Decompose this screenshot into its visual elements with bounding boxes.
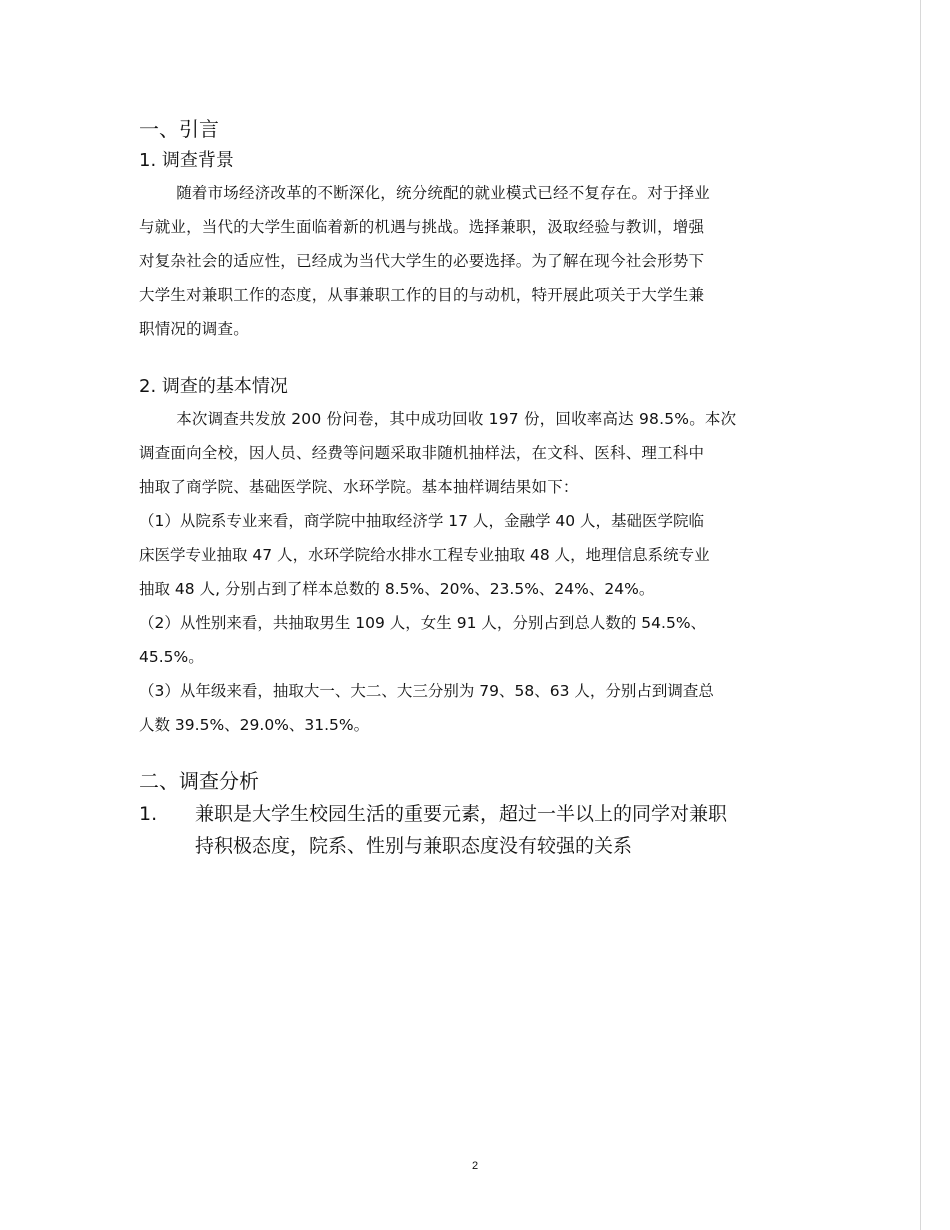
point-number: 1. [139,803,158,825]
item-line: 人数 39.5%、29.0%、31.5%。 [139,716,370,734]
point-line: 持积极态度，院系、性别与兼职态度没有较强的关系 [195,835,633,857]
point-line: 兼职是大学生校园生活的重要元素，超过一半以上的同学对兼职 [195,803,728,825]
item-line: 床医学专业抽取 47 人，水环学院给水排水工程专业抽取 48 人，地理信息系统专业 [139,546,710,564]
analysis-point-1 [139,798,819,862]
section-2-heading: 二、调查分析 [139,769,259,793]
sampling-item-3 [139,674,819,742]
item-line: （2）从性别来看，共抽取男生 109 人，女生 91 人，分别占到总人数的 54.5%、 [139,614,707,632]
paragraph-line: 随着市场经济改革的不断深化，统分统配的就业模式已经不复存在。对于择业 [176,184,710,202]
paragraph-line: 大学生对兼职工作的态度，从事兼职工作的目的与动机，特开展此项关于大学生兼 [139,286,705,304]
spacer [139,742,819,764]
subsection-2-heading: 2. 调查的基本情况 [139,376,288,397]
paragraph-line: 与就业，当代的大学生面临着新的机遇与挑战。选择兼职，汲取经验与教训，增强 [139,218,705,236]
paragraph-line: 职情况的调查。 [139,320,249,338]
sampling-item-1 [139,504,819,606]
item-line: 45.5%。 [139,648,204,666]
page-number: 2 [471,1160,479,1172]
basic-info-paragraph [139,402,819,504]
paragraph-line: 本次调查共发放 200 份问卷，其中成功回收 197 份，回收率高达 98.5%。本次 [176,410,737,428]
item-line: （3）从年级来看，抽取大一、大二、大三分别为 79、58、63 人，分别占到调查总 [139,682,714,700]
paragraph-line: 抽取了商学院、基础医学院、水环学院。基本抽样调结果如下： [139,478,579,496]
paragraph-line: 调查面向全校，因人员、经费等问题采取非随机抽样法，在文科、医科、理工科中 [139,444,705,462]
spacer [139,346,819,372]
paragraph-line: 对复杂社会的适应性，已经成为当代大学生的必要选择。为了解在现今社会形势下 [139,252,705,270]
document-content [139,112,819,862]
item-line: 抽取 48 人, 分别占到了样本总数的 8.5%、20%、23.5%、24%、24%。 [139,580,655,598]
subsection-1-heading: 1. 调查背景 [139,150,234,171]
point-text [195,798,819,862]
sampling-item-2 [139,606,819,674]
background-paragraph [139,176,819,346]
section-1-heading: 一、引言 [139,117,219,141]
item-line: （1）从院系专业来看，商学院中抽取经济学 17 人，金融学 40 人，基础医学院临 [139,512,705,530]
